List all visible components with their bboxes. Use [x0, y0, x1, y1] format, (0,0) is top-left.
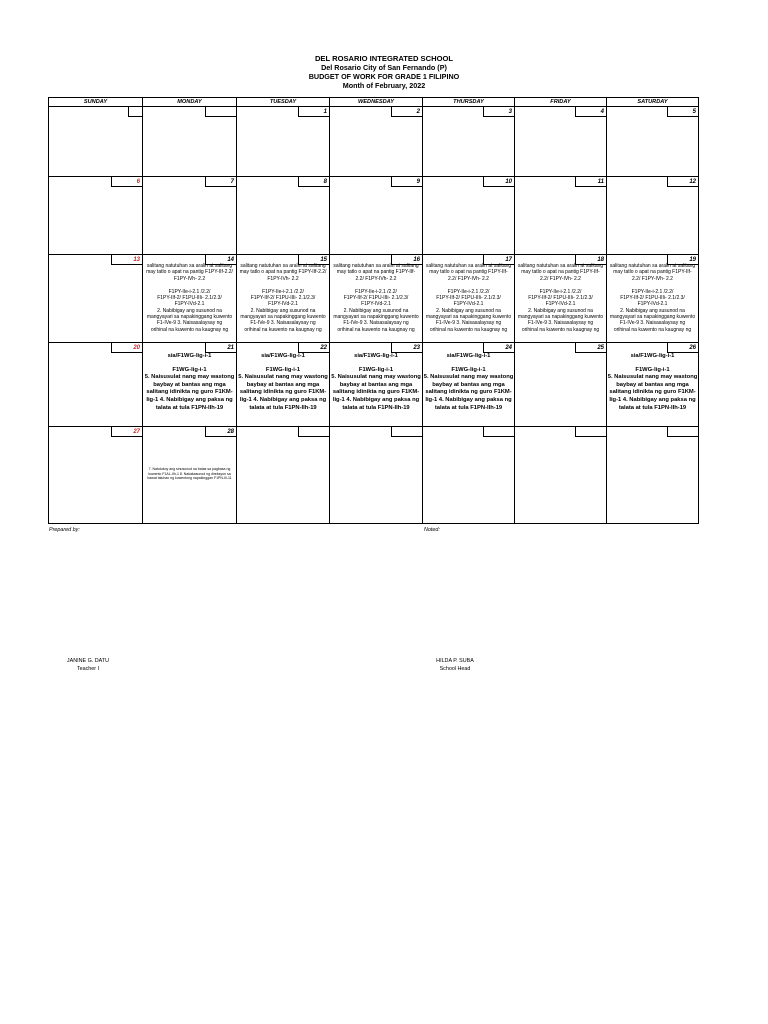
- day-number: 6: [111, 177, 142, 187]
- day-number: 17: [483, 255, 514, 265]
- day-number: [667, 427, 698, 437]
- day-cell: [143, 177, 237, 255]
- day-number: 1: [298, 107, 329, 117]
- day-number: 27: [111, 427, 142, 437]
- lesson-content: salitang natutuhan sa aralin at salitang may tatlo o apat na pantig F1PY-IIf- 2.2/ F1PY-IVh- 2.2 F1PY-IIe-i-2.1 /2.2/ F1PY-IIf-2/ F1PU-IIIi- 2.1/2.3/ F1PY-IVd-2.1 2. Nabibigay ang susunod na mangyayari sa napakinggang kuwento F1-IVe-9 3. Naisasalaysay ng orihinal na kuwento na kaugnay ng: [333, 263, 419, 333]
- month-label: Month of February, 2022: [342, 81, 426, 90]
- week-row-2: [49, 177, 699, 255]
- day-number: 7: [205, 177, 236, 187]
- day-number: 5: [667, 107, 698, 117]
- lesson-content: salitang natutuhan sa aralin at salitang may tatlo o apat na pantig F1PY-IIf-2.2/ F1PY-IVh- 2.2 F1PY-IIe-i-2.1 /2.2/ F1PY-IIf-2/ F1PU-IIIi- 2.1/2.3/ F1PY-IVd-2.1 2. Nabibigay ang susunod na mangyayari sa napakinggang kuwento F1-IVe-9 3. Naisasalaysay ng orihinal na kuwento na kaugnay ng: [146, 263, 233, 333]
- document-header: [0, 54, 768, 90]
- day-number: 9: [391, 177, 422, 187]
- weekday-saturday: SATURDAY: [607, 98, 699, 107]
- day-number: 8: [298, 177, 329, 187]
- lesson-content: salitang natutuhan sa aralin at salitang may tatlo o apat na pantig F1PY-IIf- 2.2/ F1PY-IVh- 2.2 F1PY-IIe-i-2.1 /2.2/ F1PY-IIf-2/ F1PU-IIIi- 2.1/2.3/ F1PY-IVd-2.1 2. Nabibigay ang susunod na mangyayari sa napakinggang kuwento F1-IVe-9 3. Naisasalaysay ng orihinal na kuwento na kaugnay ng: [425, 263, 512, 333]
- teacher-name: JANINE G. DATU: [66, 658, 110, 664]
- day-number: [575, 427, 606, 437]
- day-number: 20: [111, 343, 142, 353]
- day-cell: [515, 107, 607, 177]
- document-title: BUDGET OF WORK FOR GRADE 1 FILIPINO: [308, 72, 460, 81]
- day-cell: [330, 107, 423, 177]
- day-cell: [49, 177, 143, 255]
- day-number: [483, 427, 514, 437]
- day-cell: [237, 177, 330, 255]
- day-number: 14: [205, 255, 236, 265]
- lesson-content: salitang natutuhan sa aralin at salitang may tatlo o apat na pantig F1PY-IIf- 2.2/ F1PY-IVh- 2.2 F1PY-IIe-i-2.1 /2.2/ F1PY-IIf-2/ F1PU-IIIi- 2.1/2.3/ F1PY-IVd-2.1 2. Nabibigay ang susunod na mangyayari sa napakinggang kuwento F1-IVe-9 3. Naisasalaysay ng orihinal na kuwento na kaugnay ng: [609, 263, 696, 333]
- day-cell: [423, 343, 515, 427]
- day-number: 28: [205, 427, 236, 437]
- day-number: 3: [483, 107, 514, 117]
- day-cell: [515, 343, 607, 427]
- lesson-content: sia/F1WG-Iig-i-1 F1WG-Iig-i-1 5. Naisusulat nang may wastong baybay at bantas ang mga salitang idinikta ng guro F1KM- Iig-1 4. Nabibigay ang paksa ng talata at tula F1PN-IIh-19: [144, 353, 235, 411]
- teacher-role: Teacher I: [76, 666, 100, 672]
- day-number: 24: [483, 343, 514, 353]
- day-number: 18: [575, 255, 606, 265]
- day-number: 19: [667, 255, 698, 265]
- head-role: School Head: [439, 666, 471, 672]
- day-number: [128, 107, 142, 117]
- day-number: 22: [298, 343, 329, 353]
- day-number: 10: [483, 177, 514, 187]
- weekday-thursday: THURSDAY: [423, 98, 515, 107]
- day-cell: [330, 255, 423, 343]
- day-cell: [330, 177, 423, 255]
- day-cell: [49, 427, 143, 524]
- day-cell: [237, 343, 330, 427]
- teacher-signature-block: [48, 657, 128, 673]
- day-cell: [607, 177, 699, 255]
- day-number: [205, 107, 236, 117]
- week-row-4: [49, 343, 699, 427]
- day-cell: [515, 427, 607, 524]
- weekday-monday: MONDAY: [143, 98, 237, 107]
- weekday-header-row: [49, 98, 699, 107]
- day-cell: [515, 177, 607, 255]
- weekday-friday: FRIDAY: [515, 98, 607, 107]
- school-name: DEL ROSARIO INTEGRATED SCHOOL: [314, 54, 454, 63]
- day-number: [298, 427, 329, 437]
- noted-label: Noted:: [424, 527, 440, 533]
- lesson-content: sia/F1WG-Iig-i-1 F1WG-Iig-i-1 5. Naisusulat nang may wastong baybay at bantas ang mga salitang idinikta ng guro F1KM- Iig-1 4. Nabibigay ang paksa ng talata at tula F1PN-IIh-19: [607, 353, 698, 411]
- day-cell: [607, 255, 699, 343]
- day-number: 15: [298, 255, 329, 265]
- head-signature-block: [420, 657, 490, 673]
- day-cell: [423, 255, 515, 343]
- day-cell: [423, 177, 515, 255]
- day-number: 21: [205, 343, 236, 353]
- weekday-tuesday: TUESDAY: [237, 98, 330, 107]
- day-cell: [143, 343, 237, 427]
- day-cell: [423, 427, 515, 524]
- day-cell: [237, 255, 330, 343]
- prepared-by-label: Prepared by:: [49, 527, 80, 533]
- day-number: 23: [391, 343, 422, 353]
- day-cell: [143, 427, 237, 524]
- week-row-3: [49, 255, 699, 343]
- day-cell: [237, 107, 330, 177]
- day-cell: [49, 107, 143, 177]
- day-number: 4: [575, 107, 606, 117]
- head-name: HILDA P. SUBA: [436, 658, 474, 664]
- day-number: 26: [667, 343, 698, 353]
- day-cell: [143, 107, 237, 177]
- lesson-content: sia/F1WG-Iig-i-1 F1WG-Iig-i-1 5. Naisusulat nang may wastong baybay at bantas ang mga salitang idinikta ng guro F1KM- Iig-1 4. Nabibigay ang paksa ng talata at tula F1PN-IIh-19: [238, 353, 328, 411]
- day-cell: [237, 427, 330, 524]
- day-number: [391, 427, 422, 437]
- day-number: 16: [391, 255, 422, 265]
- day-number: 12: [667, 177, 698, 187]
- day-cell: [330, 343, 423, 427]
- week-row-1: [49, 107, 699, 177]
- day-number: 2: [391, 107, 422, 117]
- day-number: 13: [111, 255, 142, 265]
- lesson-content: sia/F1WG-Iig-i-1 F1WG-Iig-i-1 5. Naisusulat nang may wastong baybay at bantas ang mga salitang idinikta ng guro F1KM- Iig-1 4. Nabibigay ang paksa ng talata at tula F1PN-IIh-19: [331, 353, 421, 411]
- day-cell: [49, 343, 143, 427]
- lesson-note: 7. Natutukoy ang sinusunod na batas sa pagbasa ng kuwento F1AL-IIh-1 8. Nakakasunod ng direksyon sa bawat taluhan ng kuwentong napakinggan F1PN-IIi-11: [147, 467, 232, 481]
- lesson-content: salitang natutuhan sa aralin at salitang may tatlo o apat na pantig F1PY-IIf-2.2/ F1PY-IVh- 2.2 F1PY-IIe-i-2.1 /2.2/ F1PY-IIf-2/ F1PU-IIIi- 2.1/2.3/ F1PY-IVd-2.1 2. Nabibigay ang susunod na mangyayari sa napakinggang kuwento F1-IVe-9 3. Naisasalaysay ng orihinal na kuwento na kaugnay ng: [239, 263, 327, 333]
- day-number: 25: [575, 343, 606, 353]
- day-number: 11: [575, 177, 606, 187]
- day-cell: [423, 107, 515, 177]
- day-cell: [607, 107, 699, 177]
- calendar-table: [48, 97, 699, 524]
- day-cell: [49, 255, 143, 343]
- week-row-5: [49, 427, 699, 524]
- weekday-sunday: SUNDAY: [49, 98, 143, 107]
- day-cell: [607, 427, 699, 524]
- lesson-content: salitang natutuhan sa aralin at salitang may tatlo o apat na pantig F1PY-IIf- 2.2/ F1PY-IVh- 2.2 F1PY-IIe-i-2.1 /2.2/ F1PY-IIf-2/ F1PU-IIIi- 2.1/2.3/ F1PY-IVd-2.1 2. Nabibigay ang susunod na mangyayari sa napakinggang kuwento F1-IVe-9 3. Naisasalaysay ng orihinal na kuwento na kaugnay ng: [517, 263, 604, 333]
- weekday-wednesday: WEDNESDAY: [330, 98, 423, 107]
- day-cell: [330, 427, 423, 524]
- day-cell: [143, 255, 237, 343]
- day-cell: [607, 343, 699, 427]
- lesson-content: sia/F1WG-Iig-i-1 F1WG-Iig-i-1 5. Naisusulat nang may wastong baybay at bantas ang mga salitang idinikta ng guro F1KM- Iig-1 4. Nabibigay ang paksa ng talata at tula F1PN-IIh-19: [423, 353, 514, 411]
- day-cell: [515, 255, 607, 343]
- school-location: Del Rosario City of San Fernando (P): [321, 63, 447, 72]
